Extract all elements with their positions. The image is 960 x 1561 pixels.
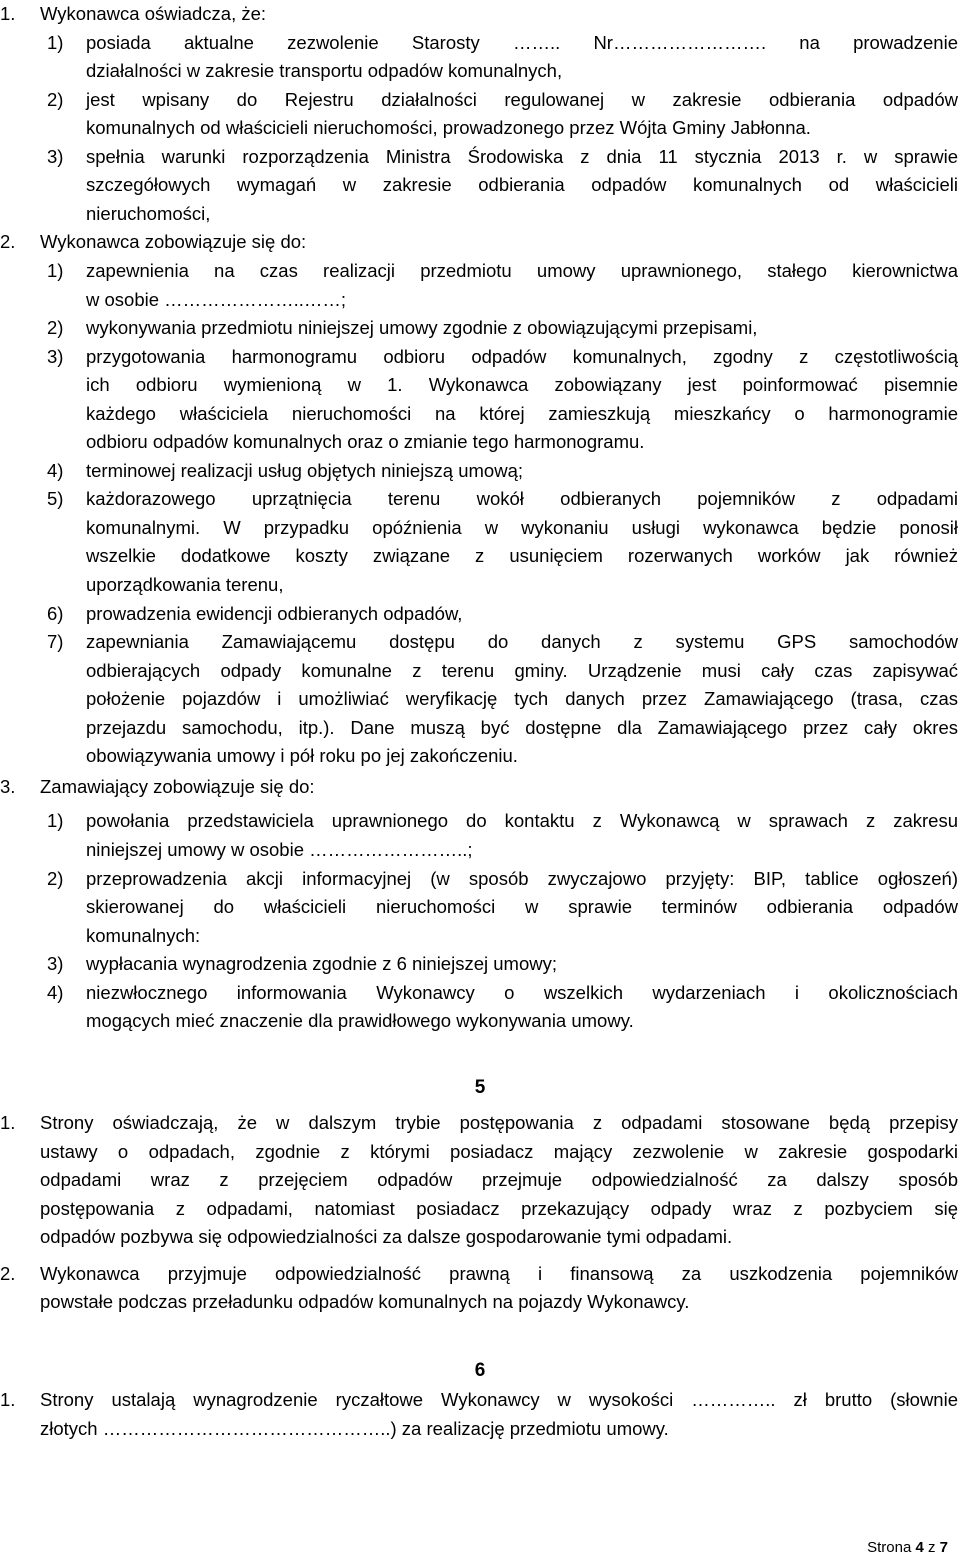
line-text: działalności w zakresie transportu odpadów komunalnych, — [86, 60, 563, 82]
list-number: 2) — [47, 317, 64, 339]
line-text: niezwłocznego informowania Wykonawcy o wszelkich wydarzeniach i okolicznościach — [86, 981, 958, 1003]
list-number: 2) — [47, 867, 64, 889]
line-text: odpadów pozbywa się odpowiedzialności za dalsze gospodarowanie tymi odpadami. — [40, 1226, 733, 1247]
section-heading: 5 — [474, 1077, 486, 1098]
line-text: nieruchomości, — [86, 202, 211, 224]
line-text: wykonywania przedmiotu niniejszej umowy zgodnie z obowiązującymi przepisami, — [86, 317, 758, 339]
line-text: Strony oświadczają, że w dalszym trybie postępowania z odpadami stosowane będą przepisy — [40, 1112, 958, 1133]
list-number: 2. — [0, 1262, 16, 1284]
footer-current-page: 4 — [915, 1539, 924, 1556]
line-text: spełnia warunki rozporządzenia Ministra Środowiska z dnia 11 stycznia 2013 r. w sprawie — [86, 145, 958, 167]
line-text: skierowanej do właścicieli nieruchomości w sprawie terminów odbierania odpadów — [86, 896, 958, 918]
list-number: 3) — [47, 345, 64, 367]
footer-label: Strona — [867, 1539, 912, 1556]
line-text: zapewniania Zamawiającemu dostępu do danych z systemu GPS samochodów — [86, 631, 958, 653]
line-text: terminowej realizacji usług objętych niniejszą umową; — [86, 459, 524, 481]
list-number: 1. — [0, 1389, 16, 1410]
line-text: prowadzenia ewidencji odbieranych odpadów, — [86, 602, 463, 624]
line-text: odbioru odpadów komunalnych oraz o zmianie tego harmonogramu. — [86, 431, 645, 453]
line-text: posiada aktualne zezwolenie Starosty …….. Nr……………………. na prowadzenie — [86, 31, 958, 53]
list-number: 6) — [47, 602, 64, 624]
list-number: 1. — [0, 1112, 16, 1133]
list-number: 1) — [47, 259, 64, 281]
list-number: 1. — [0, 3, 16, 24]
line-text: ich odbioru wymienioną w 1. Wykonawca zobowiązany jest poinformować pisemnie — [86, 374, 958, 396]
line-text: w osobie …………………..……; — [86, 288, 347, 310]
line-text: Zamawiający zobowiązuje się do: — [40, 775, 315, 797]
line-text: każdego właściciela nieruchomości na której zamieszkują mieszkańcy o harmonogramie — [86, 402, 958, 424]
line-text: przejazdu samochodu, itp.). Dane muszą być dostępne dla Zamawiającego przez cały okres — [86, 716, 958, 738]
list-number: 1) — [47, 31, 64, 53]
line-text: odpadami wraz z przejęciem odpadów przejmuje odpowiedzialność za dalszy sposób — [40, 1169, 958, 1190]
page-footer — [867, 1538, 948, 1558]
list-number: 5) — [47, 488, 64, 510]
line-text: jest wpisany do Rejestru działalności regulowanej w zakresie odbierania odpadów — [86, 88, 958, 110]
line-text: mogących mieć znaczenie dla prawidłowego wykonywania umowy. — [86, 1010, 634, 1032]
footer-of: z — [927, 1539, 936, 1556]
line-text: komunalnych: — [86, 924, 201, 946]
list-number: 2. — [0, 231, 16, 253]
line-text: Wykonawca zobowiązuje się do: — [40, 231, 307, 253]
line-text: zapewnienia na czas realizacji przedmiotu umowy uprawnionego, stałego kierownictwa — [86, 259, 958, 281]
list-number: 3) — [47, 953, 64, 975]
list-number: 3) — [47, 145, 64, 167]
line-text: powołania przedstawiciela uprawnionego do kontaktu z Wykonawcą w sprawach z zakresu — [86, 810, 958, 832]
list-number: 4) — [47, 459, 64, 481]
section-heading: 6 — [474, 1360, 486, 1381]
line-text: komunalnych od właścicieli nieruchomości, prowadzonego przez Wójta Gminy Jabłonna. — [86, 117, 811, 139]
line-text: uporządkowania terenu, — [86, 574, 284, 595]
line-text: powstałe podczas przeładunku odpadów komunalnych na pojazdy Wykonawcy. — [40, 1291, 690, 1312]
list-number: 4) — [47, 981, 64, 1003]
list-number: 3. — [0, 775, 16, 797]
list-number: 7) — [47, 631, 64, 653]
list-number: 1) — [47, 810, 64, 832]
footer-total-pages: 7 — [939, 1539, 948, 1556]
line-text: postępowania z odpadami, natomiast posiadacz przekazujący odpady wraz z pozbyciem się — [40, 1197, 958, 1219]
list-number: 2) — [47, 88, 64, 110]
line-text: Wykonawca oświadcza, że: — [40, 3, 267, 24]
line-text: odbierających odpady komunalne z terenu gminy. Urządzenie musi cały czas zapisywać — [86, 659, 958, 681]
line-text: obowiązywania umowy i pół roku po jej zakończeniu. — [86, 745, 518, 767]
line-text: niniejszej umowy w osobie ……………………..; — [86, 838, 473, 860]
line-text: wypłacania wynagrodzenia zgodnie z 6 niniejszej umowy; — [86, 953, 557, 975]
line-text: komunalnymi. W przypadku opóźnienia w wykonaniu usługi wykonawca będzie ponosił — [86, 516, 958, 538]
line-text: szczegółowych wymagań w zakresie odbierania odpadów komunalnych od właścicieli — [86, 174, 958, 196]
line-text: każdorazowego uprzątnięcia terenu wokół odbieranych pojemników z odpadami — [86, 488, 958, 510]
line-text: wszelkie dodatkowe koszty związane z usunięciem rozerwanych worków jak również — [86, 545, 958, 567]
line-text: złotych ………………………………………..) za realizację przedmiotu umowy. — [40, 1417, 669, 1439]
line-text: Strony ustalają wynagrodzenie ryczałtowe Wykonawcy w wysokości ………….. zł brutto (słownie — [40, 1389, 958, 1410]
line-text: przeprowadzenia akcji informacyjnej (w sposób zwyczajowo przyjęty: BIP, tablice ogłoszeń) — [86, 867, 958, 889]
line-text: położenie pojazdów i umożliwiać weryfikację tych danych przez Zamawiającego (trasa, czas — [86, 688, 958, 710]
line-text: ustawy o odpadach, zgodnie z którymi posiadacz mający zezwolenie w zakresie gospodarki — [40, 1140, 958, 1162]
line-text: przygotowania harmonogramu odbioru odpadów komunalnych, zgodny z częstotliwością — [86, 345, 958, 367]
line-text: Wykonawca przyjmuje odpowiedzialność prawną i finansową za uszkodzenia pojemników — [40, 1262, 958, 1284]
